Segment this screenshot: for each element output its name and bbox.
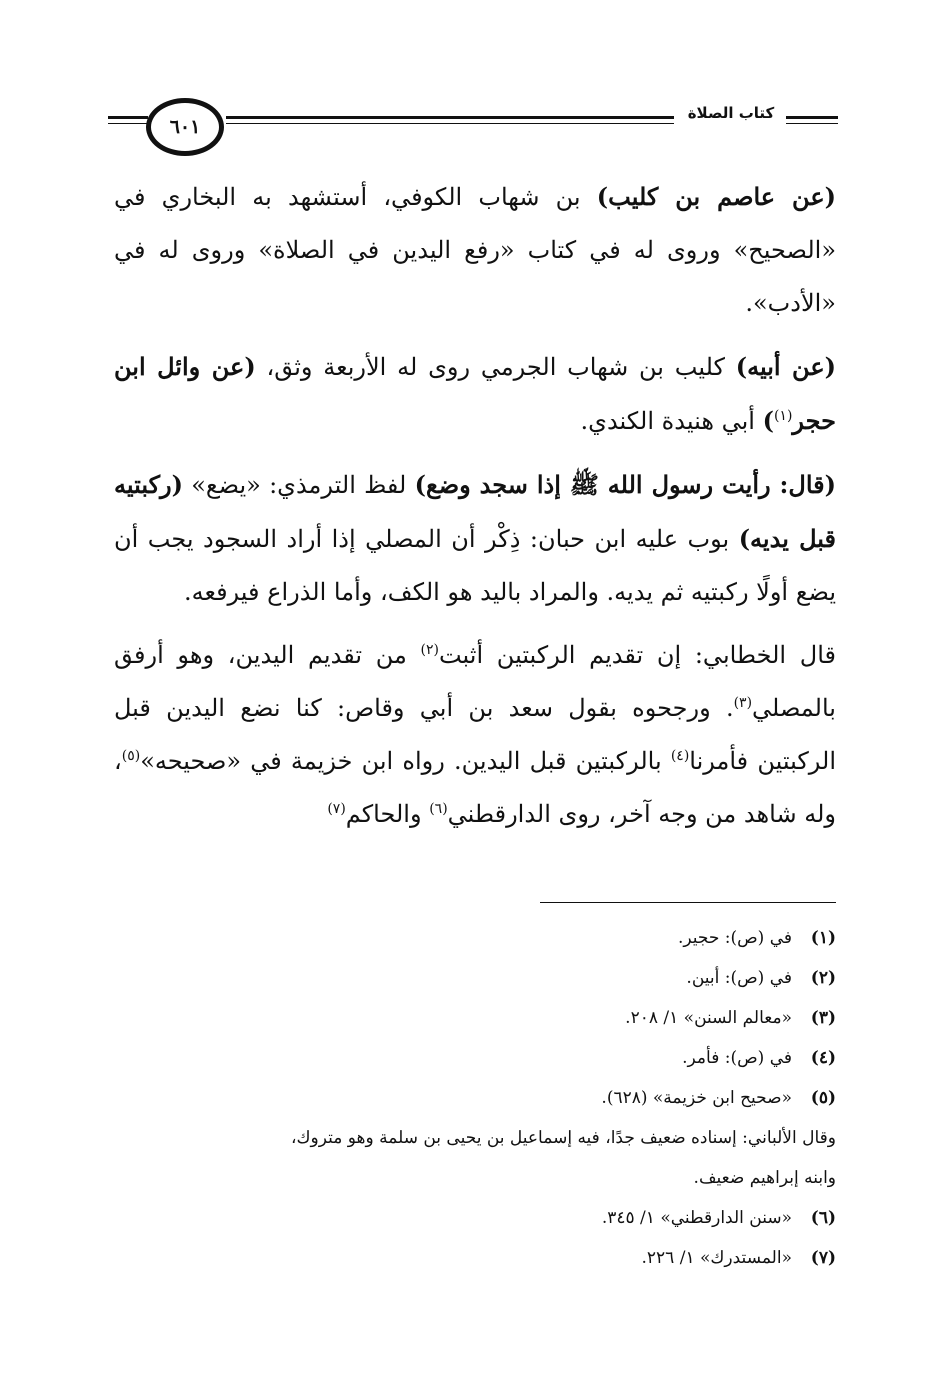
footnote-number: (١)	[810, 928, 836, 948]
footnote	[114, 998, 836, 1038]
footnote-text: «معالم السنن» ١/ ٢٠٨.	[625, 1008, 792, 1028]
paragraph	[114, 629, 836, 841]
footnote-text: «المستدرك» ١/ ٢٢٦.	[641, 1248, 792, 1268]
main-text	[114, 170, 836, 851]
text-span: بن شهاب الكوفي، أستشهد به البخاري في «الصحيح» وروى له في كتاب «رفع اليدين في الصلاة» وروى له في «الأدب».	[114, 183, 837, 317]
footnote-continuation: وابنه إبراهيم ضعيف.	[693, 1168, 836, 1188]
paragraph	[114, 170, 836, 330]
text-span: . ورجحوه بقول سعد بن أبي وقاص: كنا نضع اليدين قبل الركبتين فأمرنا	[114, 694, 836, 775]
footnote	[114, 1038, 836, 1078]
footnote	[114, 958, 836, 998]
footnote-number: (٥)	[810, 1088, 836, 1108]
footnote	[114, 1238, 836, 1278]
footnote-continuation: وقال الألباني: إسناده ضعيف جدًا، فيه إسماعيل بن يحيى بن سلمة وهو متروك،	[291, 1128, 836, 1148]
bold-text: )	[762, 406, 774, 435]
paragraph	[114, 458, 836, 619]
footnotes	[114, 918, 836, 1278]
footnote-text: في (ص): فأمر.	[682, 1048, 792, 1068]
footnote-number: (٤)	[810, 1048, 836, 1068]
paragraph	[114, 340, 836, 448]
text-span: بالركبتين قبل اليدين. رواه ابن خزيمة في «صحيحه»	[140, 747, 671, 775]
footnote-number: (٧)	[810, 1248, 836, 1268]
footnote-text: في (ص): حجير.	[677, 928, 792, 948]
footnote-ref[interactable]: (٧)	[327, 801, 346, 817]
bold-text: (عن وائل ابن حجر	[114, 352, 836, 435]
text-span: بوب عليه ابن حبان: ذِكْر أن المصلي إذا أراد السجود يجب أن يضع أولًا ركبتيه ثم يديه. والمراد باليد هو الكف، وأما الذراع فيرفعه.	[114, 525, 836, 606]
footnote-text: في (ص): أبين.	[686, 968, 792, 988]
text-span: قال الخطابي: إن تقديم الركبتين أثبت	[438, 641, 836, 669]
bold-text: (عن عاصم بن كليب)	[596, 182, 836, 211]
text-span: من تقديم اليدين، وهو أرفق بالمصلي	[114, 641, 836, 722]
page-number-badge	[146, 98, 224, 156]
bold-text: (ركبتيه قبل يديه)	[114, 470, 836, 553]
header-rule-right	[786, 116, 838, 124]
page-number: ٦٠١	[169, 116, 201, 138]
footnote-ref[interactable]: (١)	[773, 408, 793, 424]
footnote-number: (٣)	[810, 1008, 836, 1028]
footnote-text: «صحيح ابن خزيمة» (٦٢٨).	[601, 1088, 792, 1108]
header-rule-middle	[226, 116, 674, 124]
footnote-ref[interactable]: (٥)	[121, 748, 141, 764]
footnote-ref[interactable]: (٣)	[733, 695, 753, 711]
running-title: كتاب الصلاة	[687, 104, 775, 122]
footnote-ref[interactable]: (٤)	[670, 748, 690, 764]
text-span: لفظ الترمذي: «يضع»	[182, 471, 415, 499]
footnote-ref[interactable]: (٦)	[429, 801, 448, 817]
footnote-ref[interactable]: (٢)	[420, 642, 439, 658]
footnote-separator	[540, 902, 836, 903]
page-header	[108, 98, 838, 160]
header-rule-left	[108, 116, 148, 124]
footnote	[114, 918, 836, 958]
bold-text: (قال: رأيت رسول الله ﷺ إذا سجد وضع)	[414, 470, 836, 499]
text-span: ، وله شاهد من وجه آخر، روى الدارقطني	[114, 747, 836, 828]
footnote	[114, 1078, 836, 1118]
footnote-number: (٢)	[810, 968, 836, 988]
text-span: والحاكم	[345, 800, 430, 828]
text-span: كليب بن شهاب الجرمي روى له الأربعة وثق،	[255, 353, 736, 381]
footnote-number: (٦)	[810, 1208, 836, 1228]
bold-text: (عن أبيه)	[735, 352, 836, 381]
text-span: أبي هنيدة الكندي.	[580, 407, 763, 435]
footnote-text: «سنن الدارقطني» ١/ ٣٤٥.	[601, 1208, 792, 1228]
footnote	[114, 1198, 836, 1238]
